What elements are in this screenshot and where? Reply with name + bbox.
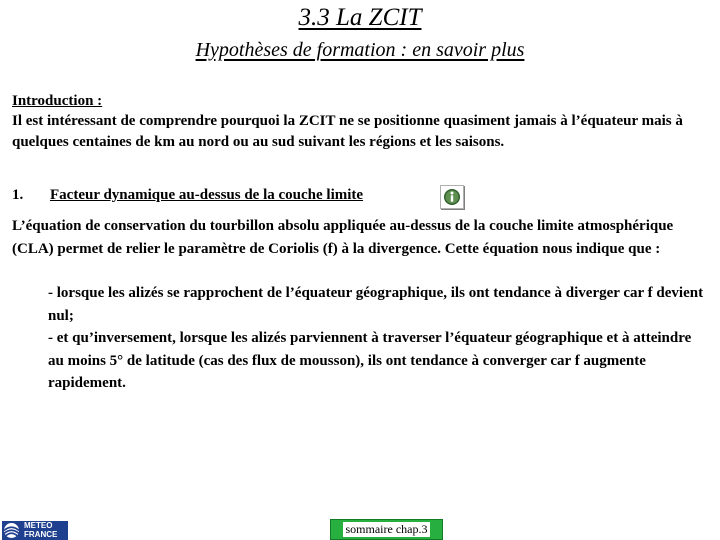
intro-paragraph: Il est intéressant de comprendre pourquoi la ZCIT ne se positionne quasiment jamais à l’équateur mais à quelques centaines de km au nord ou au sud suivant les régions et les saisons.: [12, 113, 683, 150]
slide-title: [0, 4, 720, 32]
slide-subtitle-text: Hypothèses de formation : en savoir plus: [195, 39, 525, 61]
summary-chapter-3-button[interactable]: [330, 519, 443, 540]
info-button[interactable]: [440, 185, 464, 209]
logo-text: [24, 522, 57, 539]
slide-subtitle: [0, 38, 720, 62]
section-body: L’équation de conservation du tourbillon absolu appliquée au-dessus de la couche limite atmosphérique (CLA) permet de relier le paramètre de Coriolis (f) à la divergence. Cette équation nous indique que :: [12, 218, 674, 257]
info-icon: [443, 188, 461, 206]
globe-icon: [2, 521, 21, 540]
summary-button-label: sommaire chap.3: [343, 522, 431, 537]
slide-title-text: 3.3 La ZCIT: [298, 4, 422, 31]
logo-line-meteo: METEO: [24, 521, 53, 530]
section-number: 1.: [12, 187, 24, 203]
meteo-france-logo: [2, 521, 68, 540]
section-title: Facteur dynamique au-dessus de la couche limite: [50, 187, 364, 203]
bullet-diverge: - lorsque les alizés se rapprochent de l’équateur géographique, ils ont tendance à diverger car f devient nul;: [48, 285, 704, 324]
bullet-converge: - et qu’inversement, lorsque les alizés parviennent à traverser l’équateur géographique et à atteindre au moins 5° de latitude (cas des flux de mousson), ils ont tendance à converger car f augmente rapidement.: [48, 330, 692, 391]
logo-line-france: FRANCE: [24, 529, 58, 539]
intro-heading: Introduction :: [12, 93, 103, 109]
